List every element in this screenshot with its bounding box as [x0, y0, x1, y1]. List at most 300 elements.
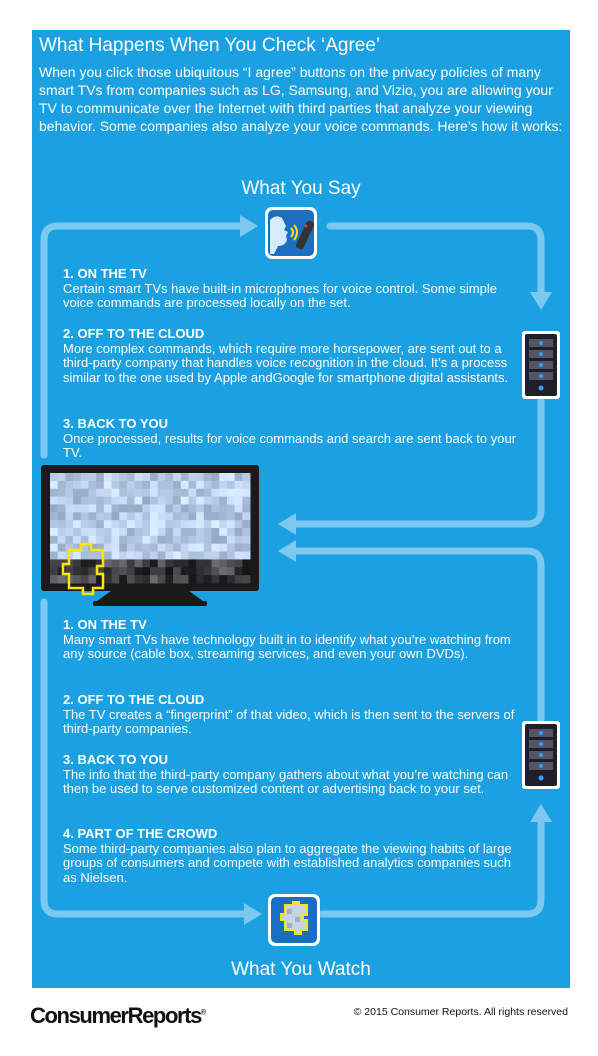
mosaic-cell [135, 497, 143, 505]
mosaic-cell [235, 489, 243, 497]
mosaic-cell [81, 552, 89, 560]
mosaic-cell [135, 512, 143, 520]
mosaic-cell [135, 473, 143, 481]
mosaic-cell [242, 473, 250, 481]
mosaic-cell [227, 544, 235, 552]
mosaic-cell [88, 559, 96, 567]
mosaic-cell [58, 489, 66, 497]
say-step-3 [63, 417, 518, 461]
mosaic-cell [150, 544, 158, 552]
mosaic-cell [242, 528, 250, 536]
mosaic-cell [242, 512, 250, 520]
mosaic-cell [142, 520, 150, 528]
mosaic-cell [127, 552, 135, 560]
mosaic-cell [204, 544, 212, 552]
mosaic-cell [219, 559, 227, 567]
mosaic-cell [142, 512, 150, 520]
brand-mark: ® [200, 1009, 207, 1017]
mosaic-cell [119, 504, 127, 512]
mosaic-cell [188, 520, 196, 528]
mosaic-cell [219, 528, 227, 536]
mosaic-cell [158, 559, 166, 567]
mosaic-cell [104, 536, 112, 544]
mosaic-cell [88, 489, 96, 497]
mosaic-cell [235, 575, 243, 583]
mosaic-cell [165, 528, 173, 536]
mosaic-cell [227, 504, 235, 512]
mosaic-cell [165, 567, 173, 575]
mosaic-cell [242, 575, 250, 583]
say-step-1-text: Certain smart TVs have built-in microphones for voice control. Some simple voice commands are processed locally on the set. [63, 280, 497, 310]
mosaic-cell [119, 481, 127, 489]
mosaic-cell [104, 520, 112, 528]
what-you-say-heading: What You Say [241, 178, 361, 199]
mosaic-cell [65, 473, 73, 481]
mosaic-cell [58, 512, 66, 520]
mosaic-cell [212, 528, 220, 536]
mosaic-cell [227, 497, 235, 505]
mosaic-cell [127, 528, 135, 536]
what-you-watch-heading: What You Watch [231, 959, 371, 980]
mosaic-cell [150, 552, 158, 560]
mosaic-cell [235, 544, 243, 552]
mosaic-cell [127, 559, 135, 567]
mosaic-cell [212, 489, 220, 497]
mosaic-cell [165, 552, 173, 560]
mosaic-cell [88, 567, 96, 575]
mosaic-cell [73, 504, 81, 512]
mosaic-cell [165, 575, 173, 583]
mosaic-cell [96, 481, 104, 489]
watch-step-1-text: Many smart TVs have technology built in to identify what you’re watching from any source (cable box, streaming services, and even your own DVDs). [63, 631, 511, 661]
mosaic-cell [96, 536, 104, 544]
mosaic-cell [96, 473, 104, 481]
mosaic-cell [150, 567, 158, 575]
mosaic-cell [96, 497, 104, 505]
mosaic-cell [227, 473, 235, 481]
mosaic-cell [112, 504, 120, 512]
mosaic-cell [204, 552, 212, 560]
mosaic-cell [135, 559, 143, 567]
mosaic-cell [212, 567, 220, 575]
mosaic-cell [242, 552, 250, 560]
mosaic-cell [50, 559, 58, 567]
mosaic-cell [150, 473, 158, 481]
mosaic-cell [219, 512, 227, 520]
mosaic-cell [112, 536, 120, 544]
mosaic-cell [212, 544, 220, 552]
mosaic-cell [96, 504, 104, 512]
mosaic-cell [112, 473, 120, 481]
mosaic-cell [235, 552, 243, 560]
mosaic-cell [165, 489, 173, 497]
watch-step-3 [63, 753, 518, 797]
mosaic-cell [88, 575, 96, 583]
mosaic-cell [81, 528, 89, 536]
mosaic-cell [119, 575, 127, 583]
mosaic-cell [181, 536, 189, 544]
mosaic-cell [165, 497, 173, 505]
mosaic-cell [196, 504, 204, 512]
mosaic-cell [50, 575, 58, 583]
mosaic-cell [50, 481, 58, 489]
page-title: What Happens When You Check ‘Agree’ [39, 35, 381, 56]
mosaic-cell [112, 575, 120, 583]
mosaic-cell [227, 559, 235, 567]
mosaic-cell [219, 520, 227, 528]
mosaic-cell [112, 520, 120, 528]
mosaic-cell [219, 536, 227, 544]
mosaic-cell [188, 552, 196, 560]
mosaic-cell [173, 552, 181, 560]
mosaic-cell [58, 520, 66, 528]
mosaic-cell [135, 528, 143, 536]
mosaic-cell [188, 536, 196, 544]
mosaic-cell [173, 575, 181, 583]
mosaic-cell [196, 489, 204, 497]
mosaic-cell [227, 567, 235, 575]
mosaic-cell [173, 520, 181, 528]
mosaic-cell [104, 567, 112, 575]
say-step-1 [63, 267, 518, 311]
mosaic-cell [188, 575, 196, 583]
mosaic-cell [58, 544, 66, 552]
mosaic-cell [142, 552, 150, 560]
voice-remote-icon [264, 206, 318, 260]
mosaic-cell [119, 544, 127, 552]
mosaic-cell [81, 512, 89, 520]
mosaic-cell [242, 520, 250, 528]
mosaic-cell [81, 489, 89, 497]
mosaic-cell [142, 504, 150, 512]
watch-step-2-title: 2. OFF TO THE CLOUD [63, 692, 205, 707]
mosaic-cell [196, 559, 204, 567]
mosaic-cell [150, 528, 158, 536]
mosaic-cell [81, 473, 89, 481]
mosaic-cell [188, 504, 196, 512]
mosaic-cell [219, 481, 227, 489]
mosaic-cell [104, 473, 112, 481]
mosaic-cell [165, 504, 173, 512]
mosaic-cell [65, 520, 73, 528]
mosaic-cell [181, 473, 189, 481]
mosaic-cell [112, 528, 120, 536]
mosaic-cell [173, 559, 181, 567]
mosaic-cell [73, 528, 81, 536]
mosaic-cell [173, 497, 181, 505]
mosaic-cell [196, 567, 204, 575]
mosaic-cell [219, 504, 227, 512]
mosaic-cell [204, 489, 212, 497]
mosaic-cell [158, 497, 166, 505]
mosaic-cell [81, 504, 89, 512]
mosaic-cell [81, 575, 89, 583]
mosaic-cell [196, 552, 204, 560]
mosaic-cell [173, 512, 181, 520]
mosaic-cell [81, 497, 89, 505]
mosaic-cell [173, 504, 181, 512]
mosaic-cell [96, 520, 104, 528]
say-step-2-text: More complex commands, which require more horsepower, are sent out to a third-party company that handles voice recognition in the cloud. It’s a process similar to the one used by Apple andGoogle for smartphone digital assistants. [63, 340, 509, 385]
mosaic-cell [158, 575, 166, 583]
mosaic-cell [135, 567, 143, 575]
mosaic-cell [150, 489, 158, 497]
mosaic-cell [158, 504, 166, 512]
mosaic-cell [242, 536, 250, 544]
mosaic-cell [104, 504, 112, 512]
infographic-panel [32, 30, 570, 988]
mosaic-cell [58, 575, 66, 583]
mosaic-cell [204, 567, 212, 575]
mosaic-cell [127, 567, 135, 575]
mosaic-cell [219, 489, 227, 497]
mosaic-cell [65, 536, 73, 544]
mosaic-cell [119, 512, 127, 520]
mosaic-cell [212, 520, 220, 528]
mosaic-cell [188, 567, 196, 575]
mosaic-cell [135, 536, 143, 544]
mosaic-cell [96, 512, 104, 520]
mosaic-cell [235, 520, 243, 528]
mosaic-cell [181, 559, 189, 567]
mosaic-cell [50, 536, 58, 544]
say-step-3-title: 3. BACK TO YOU [63, 416, 168, 431]
mosaic-cell [173, 544, 181, 552]
mosaic-cell [165, 473, 173, 481]
mosaic-cell [219, 575, 227, 583]
mosaic-cell [50, 504, 58, 512]
mosaic-cell [142, 473, 150, 481]
mosaic-cell [219, 544, 227, 552]
watch-step-3-text: The info that the third-party company gathers about what you’re watching can then be used to serve customized content or advertising back to your set. [63, 766, 509, 796]
mosaic-cell [142, 536, 150, 544]
mosaic-cell [150, 559, 158, 567]
mosaic-cell [235, 567, 243, 575]
consumer-reports-logo [30, 1003, 206, 1029]
mosaic-cell [142, 559, 150, 567]
mosaic-cell [58, 481, 66, 489]
mosaic-cell [165, 544, 173, 552]
mosaic-cell [219, 497, 227, 505]
mosaic-cell [227, 489, 235, 497]
watch-step-3-title: 3. BACK TO YOU [63, 752, 168, 767]
mosaic-cell [235, 528, 243, 536]
mosaic-cell [219, 567, 227, 575]
mosaic-cell [150, 481, 158, 489]
mosaic-cell [165, 512, 173, 520]
mosaic-cell [104, 481, 112, 489]
mosaic-cell [81, 559, 89, 567]
mosaic-cell [135, 544, 143, 552]
video-fingerprint-icon [267, 893, 321, 947]
mosaic-cell [73, 559, 81, 567]
mosaic-cell [173, 567, 181, 575]
mosaic-cell [235, 536, 243, 544]
mosaic-cell [150, 536, 158, 544]
mosaic-cell [212, 504, 220, 512]
mosaic-cell [212, 473, 220, 481]
mosaic-cell [112, 544, 120, 552]
mosaic-cell [219, 552, 227, 560]
server-icon [521, 330, 561, 400]
mosaic-cell [65, 497, 73, 505]
mosaic-cell [188, 473, 196, 481]
mosaic-cell [196, 544, 204, 552]
mosaic-cell [50, 567, 58, 575]
mosaic-cell [88, 520, 96, 528]
mosaic-cell [127, 489, 135, 497]
mosaic-cell [127, 536, 135, 544]
mosaic-cell [112, 489, 120, 497]
mosaic-cell [104, 552, 112, 560]
mosaic-cell [73, 497, 81, 505]
mosaic-cell [50, 520, 58, 528]
mosaic-cell [188, 489, 196, 497]
mosaic-cell [135, 552, 143, 560]
watch-step-4-text: Some third-party companies also plan to aggregate the viewing habits of large groups of consumers and compete with established analytics companies such as Nielsen. [63, 840, 512, 885]
mosaic-cell [212, 497, 220, 505]
say-step-3-text: Once processed, results for voice commands and search are sent back to your TV. [63, 430, 517, 460]
mosaic-cell [196, 481, 204, 489]
mosaic-cell [142, 489, 150, 497]
mosaic-cell [242, 544, 250, 552]
mosaic-cell [50, 552, 58, 560]
mosaic-cell [181, 552, 189, 560]
mosaic-cell [127, 520, 135, 528]
mosaic-cell [112, 512, 120, 520]
mosaic-cell [65, 481, 73, 489]
mosaic-cell [181, 567, 189, 575]
mosaic-cell [181, 520, 189, 528]
mosaic-cell [112, 497, 120, 505]
mosaic-cell [173, 528, 181, 536]
intro-text: When you click those ubiquitous “I agree” buttons on the privacy policies of many smart TVs from companies such as LG, Samsung, and Vizio, you are allowing your TV to communicate over the Internet with third parties that analyze your viewing behavior. Some companies also analyze your voice commands. Here’s how it works: [39, 64, 563, 134]
mosaic-cell [212, 575, 220, 583]
mosaic-cell [73, 489, 81, 497]
mosaic-cell [242, 504, 250, 512]
mosaic-cell [158, 544, 166, 552]
mosaic-cell [181, 504, 189, 512]
mosaic-cell [96, 528, 104, 536]
mosaic-cell [227, 575, 235, 583]
mosaic-cell [58, 552, 66, 560]
mosaic-cell [196, 473, 204, 481]
mosaic-cell [142, 575, 150, 583]
mosaic-cell [227, 520, 235, 528]
mosaic-cell [104, 544, 112, 552]
mosaic-cell [204, 528, 212, 536]
mosaic-cell [181, 481, 189, 489]
mosaic-cell [88, 528, 96, 536]
mosaic-cell [104, 497, 112, 505]
mosaic-cell [127, 481, 135, 489]
mosaic-cell [88, 552, 96, 560]
mosaic-cell [119, 559, 127, 567]
mosaic-cell [104, 528, 112, 536]
mosaic-cell [81, 520, 89, 528]
mosaic-cell [73, 575, 81, 583]
mosaic-cell [150, 520, 158, 528]
mosaic-cell [58, 473, 66, 481]
mosaic-cell [142, 497, 150, 505]
watch-step-4 [63, 827, 518, 885]
mosaic-cell [158, 528, 166, 536]
mosaic-cell [150, 497, 158, 505]
mosaic-cell [196, 536, 204, 544]
mosaic-cell [242, 497, 250, 505]
mosaic-cell [181, 497, 189, 505]
mosaic-cell [227, 512, 235, 520]
watch-step-4-title: 4. PART OF THE CROWD [63, 826, 218, 841]
mosaic-cell [142, 567, 150, 575]
mosaic-cell [196, 575, 204, 583]
mosaic-cell [73, 473, 81, 481]
mosaic-cell [165, 536, 173, 544]
mosaic-cell [127, 544, 135, 552]
mosaic-cell [127, 497, 135, 505]
mosaic-cell [165, 520, 173, 528]
mosaic-cell [235, 504, 243, 512]
mosaic-cell [235, 481, 243, 489]
mosaic-cell [188, 544, 196, 552]
mosaic-cell [212, 559, 220, 567]
mosaic-cell [73, 552, 81, 560]
mosaic-cell [58, 528, 66, 536]
mosaic-cell [127, 473, 135, 481]
mosaic-cell [50, 528, 58, 536]
mosaic-cell [142, 544, 150, 552]
mosaic-cell [58, 504, 66, 512]
mosaic-cell [119, 536, 127, 544]
mosaic-cell [104, 575, 112, 583]
tv-screen-mosaic [50, 473, 251, 584]
mosaic-cell [58, 536, 66, 544]
mosaic-cell [173, 481, 181, 489]
mosaic-cell [165, 559, 173, 567]
mosaic-cell [73, 520, 81, 528]
television-icon [41, 465, 259, 610]
mosaic-cell [50, 512, 58, 520]
watch-step-1 [63, 618, 518, 662]
copyright-text: © 2015 Consumer Reports. All rights reserved [353, 1006, 568, 1018]
mosaic-cell [181, 528, 189, 536]
mosaic-cell [173, 473, 181, 481]
mosaic-cell [58, 497, 66, 505]
mosaic-cell [150, 575, 158, 583]
mosaic-cell [112, 481, 120, 489]
mosaic-cell [119, 567, 127, 575]
mosaic-cell [88, 481, 96, 489]
mosaic-cell [196, 512, 204, 520]
mosaic-cell [119, 497, 127, 505]
mosaic-cell [242, 559, 250, 567]
mosaic-cell [235, 473, 243, 481]
mosaic-cell [65, 504, 73, 512]
mosaic-cell [181, 489, 189, 497]
mosaic-cell [235, 559, 243, 567]
mosaic-cell [158, 552, 166, 560]
mosaic-cell [112, 567, 120, 575]
mosaic-cell [96, 489, 104, 497]
watch-step-2 [63, 693, 518, 737]
mosaic-cell [204, 481, 212, 489]
mosaic-cell [212, 481, 220, 489]
mosaic-cell [158, 473, 166, 481]
mosaic-cell [135, 489, 143, 497]
mosaic-cell [173, 489, 181, 497]
mosaic-cell [135, 504, 143, 512]
mosaic-cell [150, 504, 158, 512]
